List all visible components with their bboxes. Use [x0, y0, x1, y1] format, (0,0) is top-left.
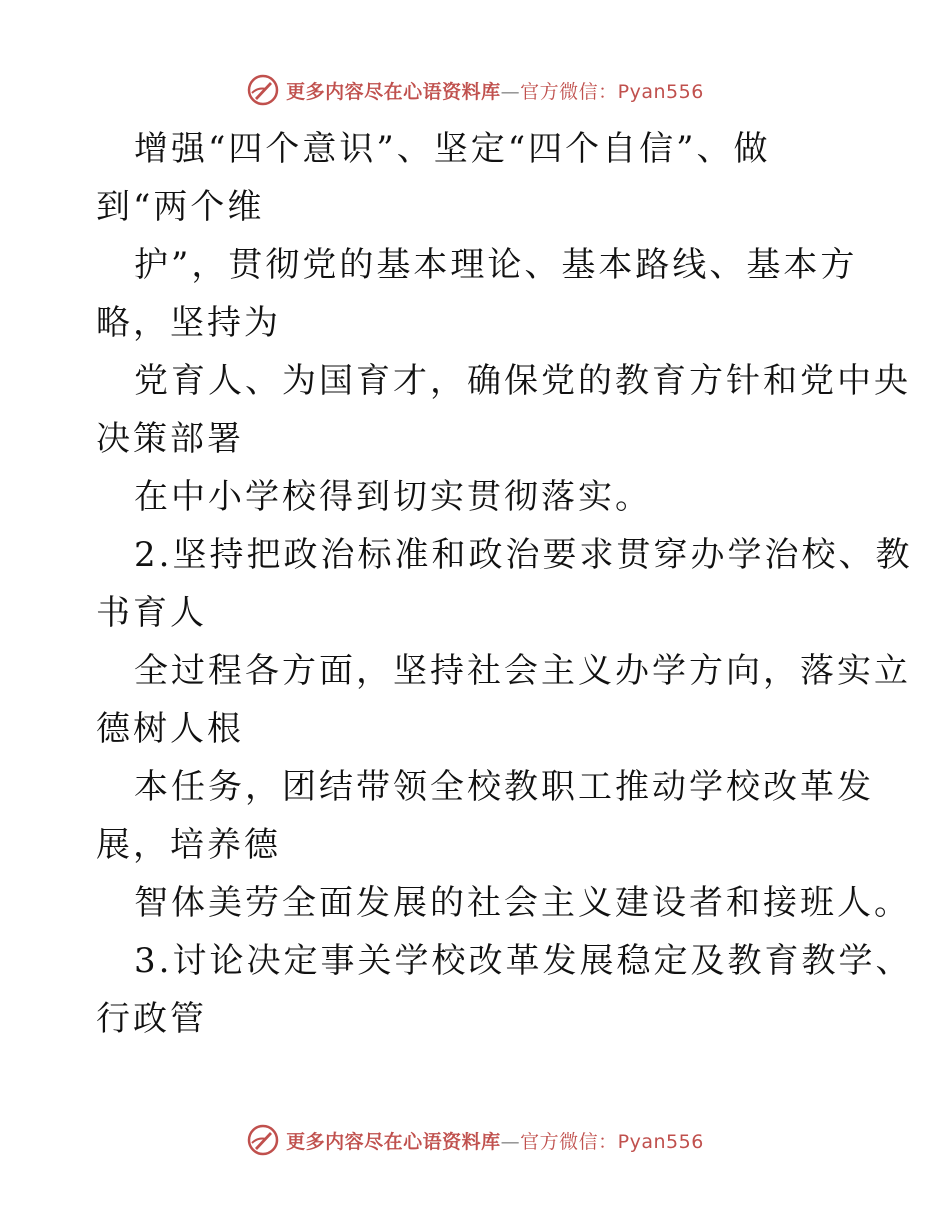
header-watermark — [0, 70, 950, 110]
body-line: 全过程各方面，坚持社会主义办学方向，落实立 — [134, 651, 911, 691]
quill-logo-icon — [246, 1123, 280, 1157]
body-line: 行政管 — [96, 999, 207, 1039]
body-line: 2.坚持把政治标准和政治要求贯穿办学治校、教 — [134, 535, 913, 575]
body-line: 本任务，团结带领全校教职工推动学校改革发 — [134, 767, 874, 807]
body-line: 展，培养德 — [96, 825, 281, 865]
document-body — [96, 120, 913, 1048]
footer-wechat: 官方微信：Pyan556 — [520, 1130, 704, 1153]
footer-brand: 更多内容尽在心语资料库 — [286, 1130, 501, 1153]
body-line: 在中小学校得到切实贯彻落实。 — [134, 477, 652, 517]
body-line: 到“两个维 — [96, 187, 265, 227]
header-brand: 更多内容尽在心语资料库 — [286, 80, 501, 103]
body-line: 增强“四个意识”、坚定“四个自信”、做 — [134, 129, 771, 169]
body-line: 3.讨论决定事关学校改革发展稳定及教育教学、 — [134, 941, 913, 981]
quill-logo-icon — [246, 73, 280, 107]
header-wechat: 官方微信：Pyan556 — [520, 80, 704, 103]
body-line: 决策部署 — [96, 419, 244, 459]
body-line: 党育人、为国育才，确保党的教育方针和党中央 — [134, 361, 911, 401]
body-line: 书育人 — [96, 593, 207, 633]
body-line: 德树人根 — [96, 709, 244, 749]
body-line: 智体美劳全面发展的社会主义建设者和接班人。 — [134, 883, 911, 923]
footer-watermark — [0, 1120, 950, 1160]
body-line: 略，坚持为 — [96, 303, 281, 343]
footer-separator: — — [500, 1130, 521, 1153]
header-separator: — — [500, 80, 521, 103]
body-line: 护”，贯彻党的基本理论、基本路线、基本方 — [134, 245, 858, 285]
